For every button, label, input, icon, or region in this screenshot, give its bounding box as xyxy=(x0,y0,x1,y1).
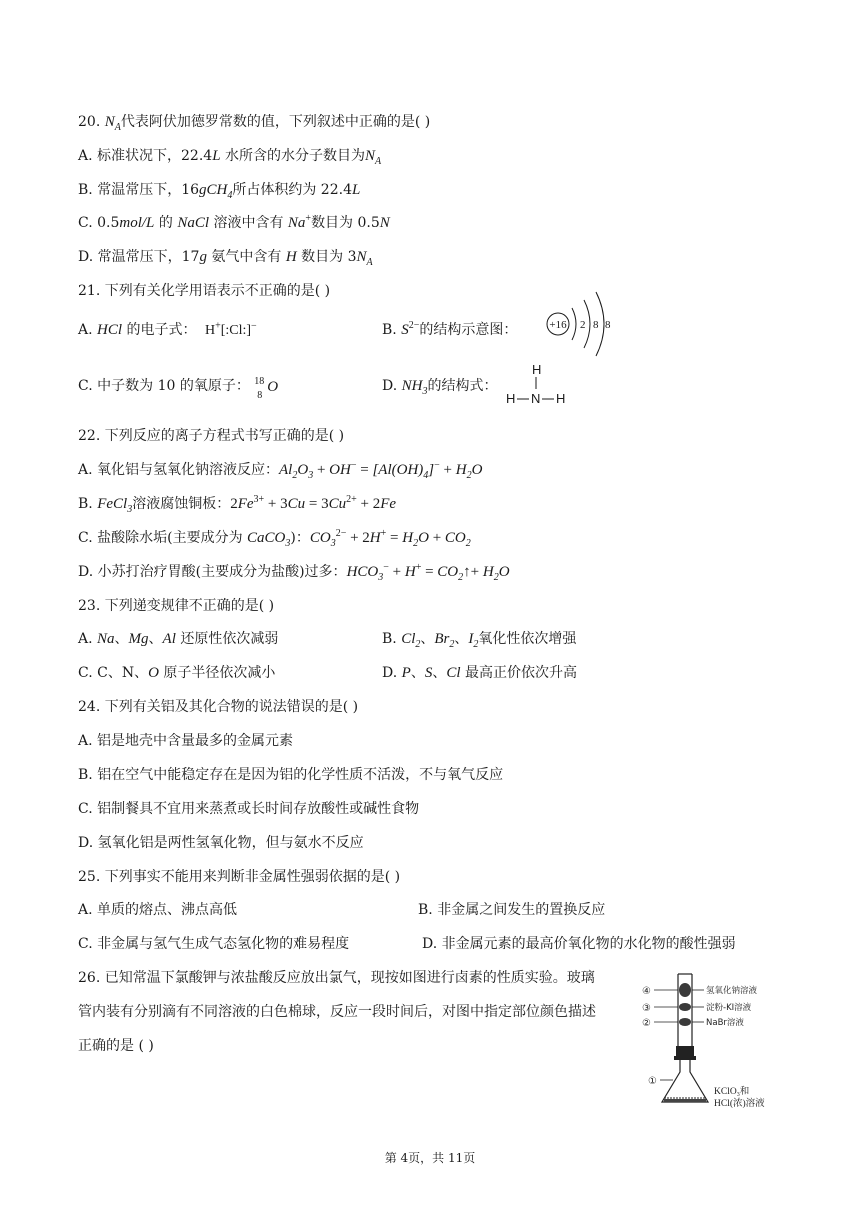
q21-stem: 21. 下列有关化学用语表示不正确的是( ) xyxy=(78,283,331,299)
flask-label-kclo3: KClO$_3$和 xyxy=(714,1087,750,1098)
q21-option-c: C. 中子数为 10 的氧原子： 18 8 O xyxy=(78,376,284,396)
q23-option-d: D. P、S、Cl 最高正价依次升高 xyxy=(382,665,577,681)
q25-stem: 25. 下列事实不能用来判断非金属性强弱依据的是( ) xyxy=(78,869,401,885)
sulfide-ion-structure-diagram xyxy=(538,286,618,366)
q22-option-b: B. FeCl$_3$溶液腐蚀铜板：$2Fe^{3+} + 3Cu = 3Cu^{2+} + 2Fe$ xyxy=(78,494,397,515)
q24-option-a: A. 铝是地壳中含量最多的金属元素 xyxy=(78,733,294,749)
apparatus-label-4: ④ xyxy=(642,986,651,997)
q21-option-a: A. HCl 的电子式： H+[:Cl:]− xyxy=(78,320,257,338)
q22-option-c: C. 盐酸除水垢(主要成分为 CaCO$_3$)：$CO_3^{2-} + 2H^+ = H_2O + CO_2$ xyxy=(78,528,471,549)
q23-option-b: B. $Cl_2$、$Br_2$、$I_2$氧化性依次增强 xyxy=(382,631,577,650)
q21-option-b: B. $S^{2-}$的结构示意图： xyxy=(382,320,518,338)
ammonia-structural-formula xyxy=(504,362,570,408)
q20-option-a: A. 标准状况下，22.4L 水所含的水分子数目为$N_A$ xyxy=(78,148,382,167)
shell-1: 2 xyxy=(580,319,586,331)
svg-text:H: H xyxy=(556,391,566,406)
q26-line-1: 26. 已知常温下氯酸钾与浓盐酸反应放出氯气，现按如图进行卤素的性质实验。玻璃 xyxy=(78,970,595,986)
oxygen-isotope: 18 8 O xyxy=(254,376,279,401)
shell-2: 8 xyxy=(593,319,599,331)
svg-text:H: H xyxy=(532,362,542,377)
page-footer: 第 4页，共 11页 xyxy=(384,1151,476,1165)
apparatus-label-2: ② xyxy=(642,1018,651,1029)
shell-3: 8 xyxy=(605,319,611,331)
q26-line-3: 正确的是 ( ) xyxy=(78,1038,154,1054)
svg-text:N: N xyxy=(531,391,541,406)
q23-option-a: A. Na、Mg、Al 还原性依次减弱 xyxy=(78,631,279,647)
q20-option-b: B. 常温常压下，16gCH$_4$所占体积约为 22.4L xyxy=(78,182,361,201)
q24-stem: 24. 下列有关铝及其化合物的说法错误的是( ) xyxy=(78,699,359,715)
q22-option-d: D. 小苏打治疗胃酸(主要成分为盐酸)过多：$HCO_3^- + H^+$ = $CO_2↑+ H_2O$ xyxy=(78,562,510,583)
q25-option-d: D. 非金属元素的最高价氧化物的水化物的酸性强弱 xyxy=(422,936,736,952)
svg-text:H: H xyxy=(506,391,516,406)
q26-line-2: 管内装有分别滴有不同溶液的白色棉球，反应一段时间后，对图中指定部位颜色描述 xyxy=(78,1004,596,1020)
q20-option-d: D. 常温常压下，17g 氨气中含有 H 数目为 $3N_A$ xyxy=(78,249,373,268)
sulfide-nucleus: +16 xyxy=(549,319,567,331)
apparatus-label-1: ① xyxy=(648,1076,657,1087)
q20-option-c: C. 0.5mol/L 的 NaCl 溶液中含有 Na+数目为 0.5N xyxy=(78,213,390,231)
q24-option-b: B. 铝在空气中能稳定存在是因为铝的化学性质不活泼，不与氧气反应 xyxy=(78,767,504,783)
q23-option-c: C. C、N、O 原子半径依次减小 xyxy=(78,665,276,681)
q23-stem: 23. 下列递变规律不正确的是( ) xyxy=(78,598,275,614)
halogen-experiment-apparatus xyxy=(640,972,790,1114)
q20-stem: 20. $N_A$代表阿伏加德罗常数的值，下列叙述中正确的是( ) xyxy=(78,114,431,133)
apparatus-label-3: ③ xyxy=(642,1003,651,1014)
q22-option-a: A. 氧化铝与氢氧化钠溶液反应：$Al_2O_3 + OH^- = [Al(OH)_4]^- + H_2O$ xyxy=(78,460,483,481)
q24-option-c: C. 铝制餐具不宜用来蒸煮或长时间存放酸性或碱性食物 xyxy=(78,801,420,817)
q22-stem: 22. 下列反应的离子方程式书写正确的是( ) xyxy=(78,428,345,444)
q25-option-c: C. 非金属与氢气生成气态氢化物的难易程度 xyxy=(78,936,350,952)
q21-option-d: D. $NH_3$的结构式： xyxy=(382,378,498,397)
solution-label-starch-ki: 淀粉-KI溶液 xyxy=(706,1003,752,1013)
solution-label-nabr: NaBr溶液 xyxy=(706,1018,744,1028)
q25-option-b: B. 非金属之间发生的置换反应 xyxy=(418,902,606,918)
solution-label-naoh: 氢氧化钠溶液 xyxy=(706,986,758,996)
flask-label-hcl: HCl(浓)溶液 xyxy=(714,1099,765,1109)
hcl-electron-formula: H+[:Cl:]− xyxy=(204,320,257,338)
q25-option-a: A. 单质的熔点、沸点高低 xyxy=(78,902,238,918)
q24-option-d: D. 氢氧化铝是两性氢氧化物，但与氨水不反应 xyxy=(78,835,364,851)
